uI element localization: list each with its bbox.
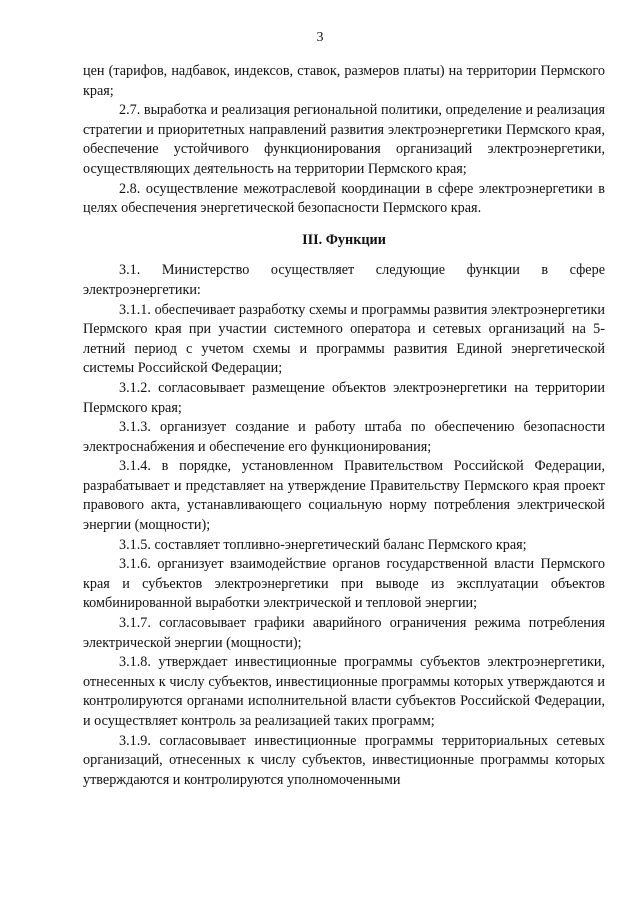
paragraph: 2.7. выработка и реализация региональной политики, определение и реализация стратегии и приоритетных направлений развития электроэнергетики Пермского края, обеспечение устойчивого функционирования организаций электроэнергетики, осуществляющих деятельность на территории Пермского края; (83, 102, 605, 177)
section-heading: III. Функции (302, 231, 386, 248)
paragraph: 3.1.7. согласовывает графики аварийного ограничения режима потребления электрической энергии (мощности); (83, 615, 605, 651)
paragraph: 3.1.5. составляет топливно-энергетический баланс Пермского края; (119, 536, 527, 553)
paragraphs-after-heading (83, 261, 605, 790)
paragraphs-before-heading (83, 62, 605, 219)
paragraph: 3.1.9. согласовывает инвестиционные программы территориальных сетевых организаций, отнесенных к числу субъектов, инвестиционные программы которых утверждаются и контролируются уполномоченными (83, 732, 605, 788)
paragraph: 3.1.1. обеспечивает разработку схемы и программы развития электроэнергетики Пермского края при участии системного оператора и сетевых организаций на 5-летний период с учетом схемы и программы развития Единой энергетической системы Российской Федерации; (83, 301, 605, 377)
paragraph: 3.1.6. организует взаимодействие органов государственной власти Пермского края и субъектов электроэнергетики при выводе из эксплуатации объектов комбинированной выработки электрической и тепловой энергии; (83, 556, 605, 612)
paragraph: 3.1.4. в порядке, установленном Правительством Российской Федерации, разрабатывает и представляет на утверждение Правительству Пермского края проект правового акта, устанавливающего социальную норму потребления электрической энергии (мощности); (83, 458, 605, 534)
paragraph: 3.1. Министерство осуществляет следующие функции в сфере электроэнергетики: (83, 262, 605, 298)
document-body (83, 62, 605, 790)
paragraph: 3.1.8. утверждает инвестиционные программы субъектов электроэнергетики, отнесенных к числу субъектов, инвестиционные программы которых утверждаются и контролируются органами исполнительной власти субъектов Российской Федерации, и осуществляет контроль за реализацией таких программ; (83, 654, 605, 729)
paragraph: цен (тарифов, надбавок, индексов, ставок, размеров платы) на территории Пермского края; (83, 63, 605, 99)
page-number: 3 (316, 30, 324, 45)
paragraph: 3.1.2. согласовывает размещение объектов электроэнергетики на территории Пермского края; (83, 379, 605, 416)
paragraph: 2.8. осуществление межотраслевой координации в сфере электроэнергетики в целях обеспечения энергетической безопасности Пермского края. (83, 180, 605, 217)
paragraph: 3.1.3. организует создание и работу штаба по обеспечению безопасности электроснабжения и обеспечение его функционирования; (83, 419, 605, 455)
